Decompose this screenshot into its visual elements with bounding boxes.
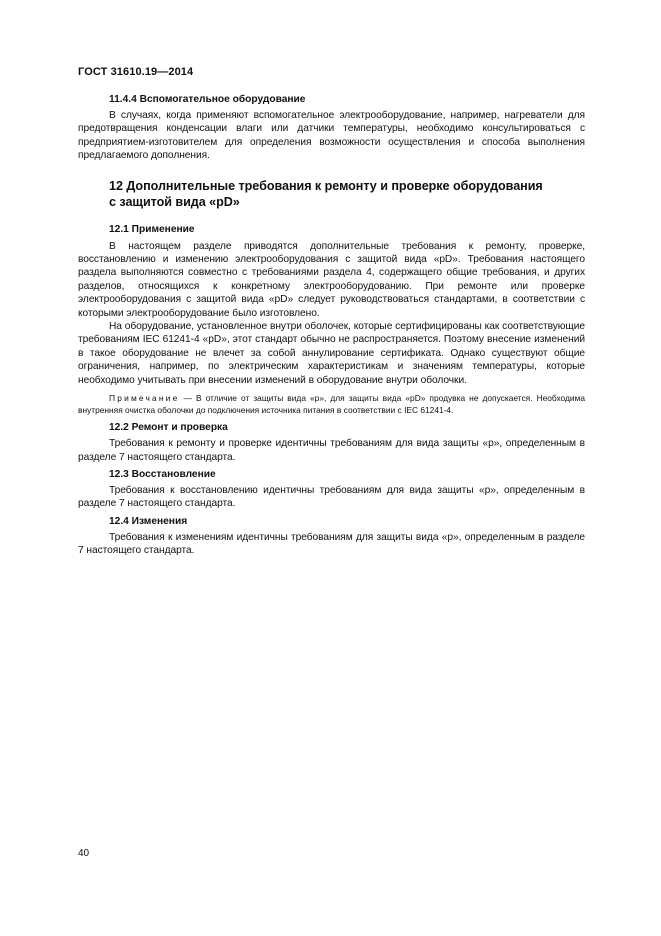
- note-label: Примечание: [109, 393, 180, 404]
- section-12-3-title: 12.3 Восстановление: [109, 468, 216, 480]
- section-12-4-paragraph: Требования к изменениям идентичны требованиям для защиты вида «р», определенным в разделе 7 настоящего стандарта.: [78, 531, 585, 557]
- section-12-1-title: 12.1 Применение: [109, 223, 195, 235]
- section-12-2-paragraph: Требования к ремонту и проверке идентичны требованиям для вида защиты «р», определенным в разделе 7 настоящего стандарта.: [78, 438, 585, 463]
- section-12-title-line1: 12 Дополнительные требования к ремонту и проверке оборудования: [109, 178, 543, 193]
- section-11-4-4-paragraph: В случаях, когда применяют вспомогательное электрооборудование, например, нагреватели для предотвращения конденсации влаги или датчики температуры, необходимо консультироваться с предприятием-изготовителем для определения возможности осуществления и способа выполнения предлагаемого дополнения.: [78, 110, 585, 162]
- section-12-1-paragraph-1: В настоящем разделе приводятся дополнительные требования к ремонту, проверке, восстановлению и изменению электрооборудования с защитой вида «pD». Требования настоящего раздела выполняются совместно с требованиями раздела 4, содержащего общие требования, и других разделов, относящихся к конкретному электрооборудованию. При ремонте или проверке электрооборудования с защитой вида «pD» следует руководствоваться стандартами, в соответствии с которыми электрооборудование было изготовлено.: [78, 240, 585, 319]
- section-12-1-note: [78, 392, 585, 416]
- section-12-title-line2: с защитой вида «pD»: [109, 195, 240, 210]
- section-11-4-4-title: 11.4.4 Вспомогательное оборудование: [109, 94, 306, 105]
- section-12-1-paragraph-2: На оборудование, установленное внутри оболочек, которые сертифицированы как соответствующие требованиям IEC 61241-4 «pD», этот стандарт обычно не распространяется. Поэтому внесение изменений в такое оборудование не влечет за собой аннулирование сертификата. Однако существуют общие ограничения, например, по электрическим характеристикам и значениям температуры, которые необходимо учитывать при внесении изменений в оборудование внутри оболочки.: [78, 321, 585, 386]
- page-number: 40: [78, 848, 90, 859]
- note-text: — В отличие от защиты вида «р», для защиты вида «pD» продувка не допускается. Необходима внутренняя очистка оболочки до подключения источника питания в соответствии с IEC 61241-4.: [78, 393, 585, 416]
- document-body: [78, 93, 585, 558]
- document-header: ГОСТ 31610.19—2014: [78, 66, 194, 78]
- section-12-3-paragraph: Требования к восстановлению идентичны требованиям для вида защиты «р», определенным в разделе 7 настоящего стандарта.: [78, 484, 585, 510]
- section-12-4-title: 12.4 Изменения: [109, 515, 188, 527]
- section-12-2-title: 12.2 Ремонт и проверка: [109, 422, 228, 434]
